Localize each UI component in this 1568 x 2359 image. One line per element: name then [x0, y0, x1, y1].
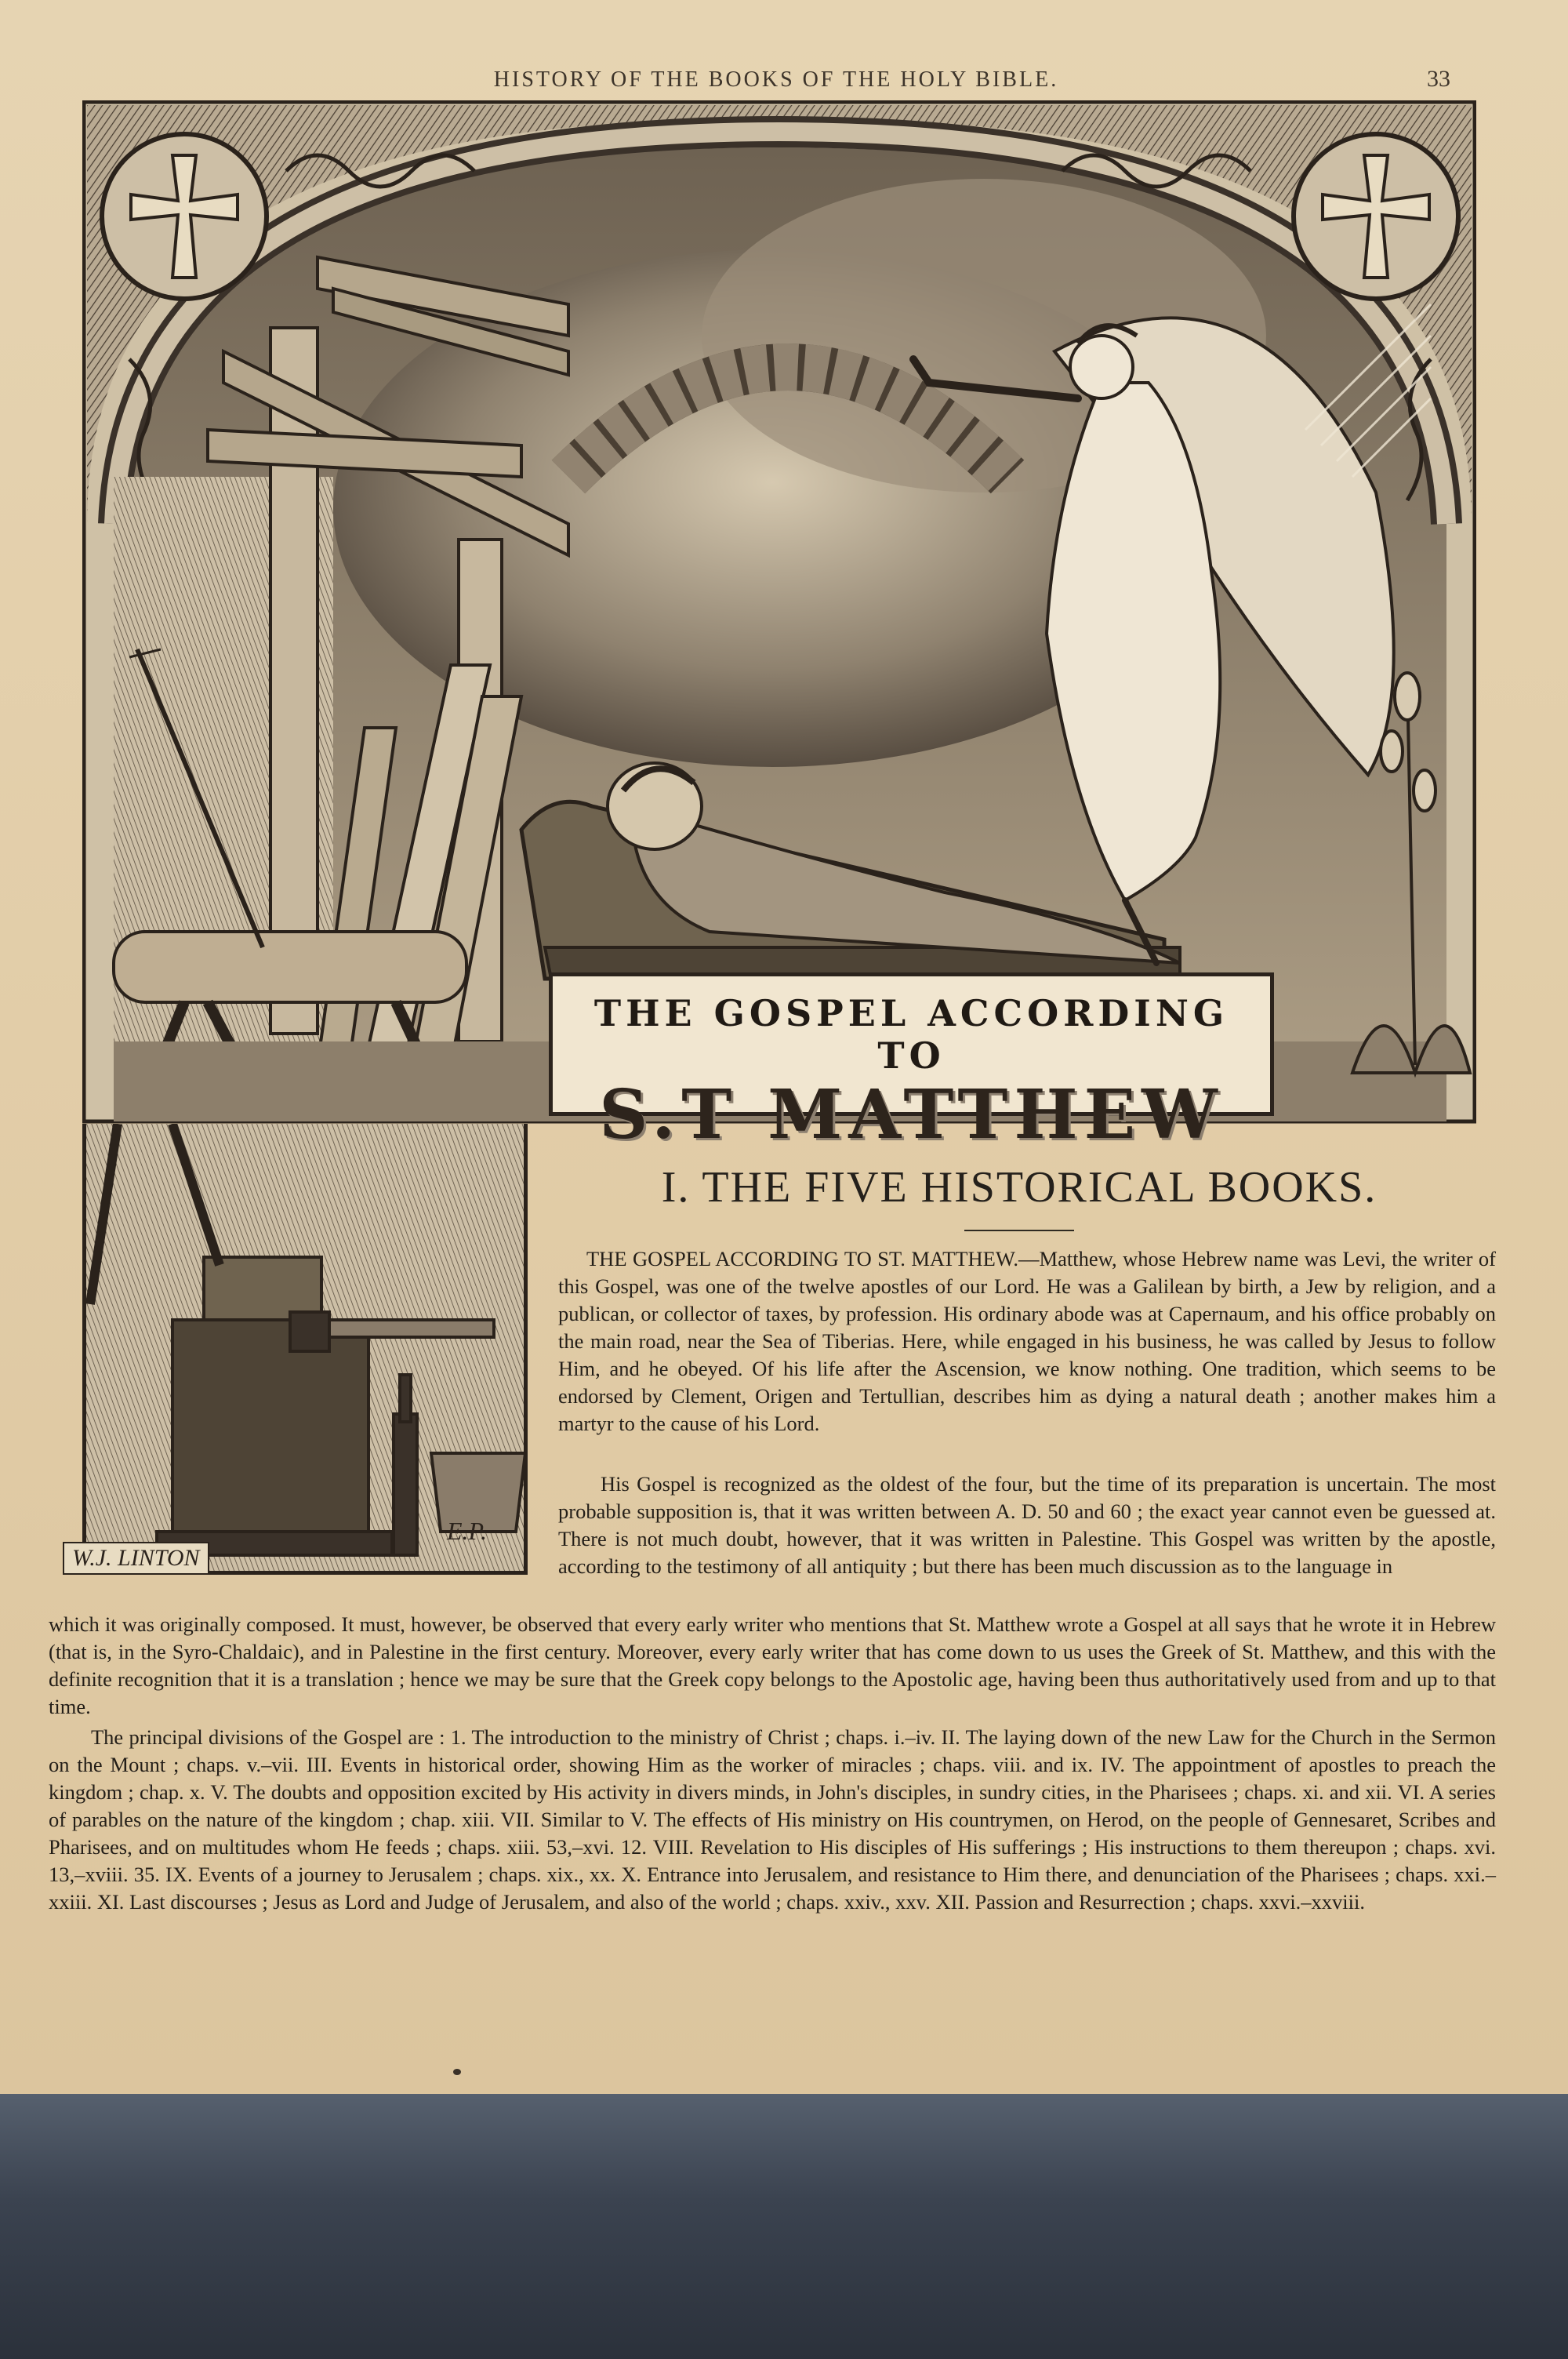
cross-medallion-left-icon: [102, 134, 267, 299]
paragraph-gospel-date: His Gospel is recognized as the oldest of the four, but the time of its preparation is uncertain. The most probable supposition is, that it was written between A. D. 50 and 60 ; the exact year cannot even be guessed at. There is not much doubt, however, that it was written in Palestine. This Gospel was written by the apostle, according to the testimony of all antiquity ; but there has been much discussion as to the language in: [558, 1472, 1496, 1578]
engraving-svg: [82, 100, 1476, 1124]
paragraph-gospel-language: which it was originally composed. It must, however, be observed that every early writer who mentions that St. Matthew wrote a Gospel at all says that he wrote it in Hebrew (that is, in the Syro-Chaldaic), and in Palestine in the first century. Moreover, every early writer that has come down to us uses the Greek of St. Matthew, and this with the definite recognition that it is a translation ; hence we may be sure that the Greek copy belongs to the Apostolic age, having been thus authoritatively used from and up to that time.: [49, 1612, 1496, 1718]
title-plate-line1: THE GOSPEL ACCORDING TO: [593, 992, 1229, 1077]
heading-rule: [964, 1230, 1074, 1231]
page-number: 33: [1427, 66, 1450, 92]
title-plate-line2: S.T MATTHEW: [599, 1075, 1224, 1154]
artist-initials: E.P.: [447, 1517, 487, 1545]
paragraph-gospel-divisions: The principal divisions of the Gospel are : 1. The introduction to the ministry of Christ ; chaps. i.–iv. II. The laying down of the new Law for the Church in the Sermon on the Mount ; chaps. v.–vii. III. Events in historical order, showing Him as the worker of miracles ; chaps. viii. and ix. IV. The appointment of apostles to preach the kingdom ; chap. x. V. The doubts and opposition excited by His activity in divers minds, in John's disciples, in sundry cities, in the Pharisees ; chaps. xi. and xii. VI. A series of parables on the nature of the kingdom ; chap. xiii. VII. Similar to V. The effects of His ministry on His countrymen, on Herod, on the people of Gennesaret, Scribes and Pharisees, and on multitudes whom He feeds ; chaps. xiii. 53,–xvi. 12. VIII. Revelation to His disciples of His sufferings ; His instructions to them thereupon ; chaps. xvi. 13,–xviii. 35. IX. Events of a journey to Jerusalem ; chaps. xix., xx. X. Entrance into Jerusalem, and resistance to Him there, and denunciation of the Pharisees ; chaps. xxi.–xxiii. XI. Last discourses ; Jesus as Lord and Judge of Jerusalem, and also of the world ; chaps. xxiv., xxv. XII. Passion and Resurrection ; chaps. xxvi.–xxviii.: [49, 1725, 1496, 1914]
running-head: HISTORY OF THE BOOKS OF THE HOLY BIBLE.: [493, 67, 1059, 92]
gospel-title-plate: [549, 972, 1274, 1154]
engraving-illustration: [82, 100, 1476, 1124]
paragraph-matthew-intro: THE GOSPEL ACCORDING TO ST. MATTHEW.—Matthew, whose Hebrew name was Levi, the writer of this Gospel, was one of the twelve apostles of our Lord. He was a Galilean by birth, a Jew by religion, and a publican, or collector of taxes, by profession. His ordinary abode was at Capernaum, and his office probably on the main road, near the Sea of Tiberias. Here, while engaged in his business, he was called by Jesus to follow Him, and he obeyed. Of his life after the Ascension, we know nothing. One tradition, which seems to be endorsed by Clement, Origen and Tertullian, describes him as dying a natural death ; another makes him a martyr to the cause of his Lord.: [558, 1247, 1496, 1435]
ink-spot: [453, 2069, 461, 2075]
table-surface: [0, 2094, 1568, 2359]
lower-left-engraving: [82, 1124, 528, 1575]
cross-medallion-right-icon: [1294, 134, 1458, 299]
section-heading: I. THE FIVE HISTORICAL BOOKS.: [661, 1163, 1377, 1212]
engraver-signature: W.J. LINTON: [63, 1542, 209, 1575]
anvil-scene-svg: [86, 1124, 528, 1575]
